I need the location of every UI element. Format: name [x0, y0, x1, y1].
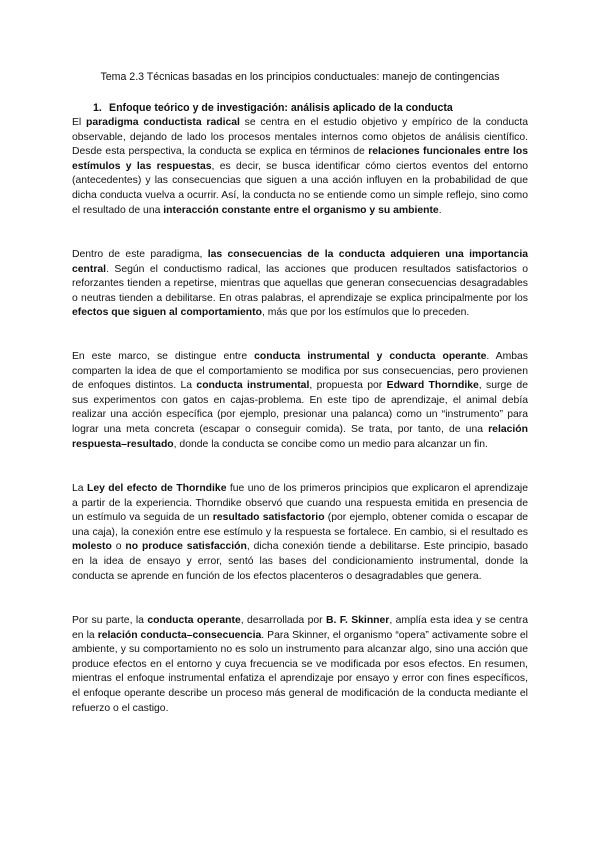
document-title: Tema 2.3 Técnicas basadas en los principios conductuales: manejo de contingencias [100, 71, 500, 83]
text-span: . Según el conductismo radical, las acciones que producen resultados satisfactorios o reforzantes tienden a repetirse, mientras que aquellas que generan consecuencias desagradables o neutras tienden a debilitarse. En otras palabras, el aprendizaje se explica principalmente por los [72, 263, 528, 304]
text-span: , propuesta por [309, 380, 387, 392]
paragraph [72, 350, 528, 452]
paragraph [72, 116, 528, 218]
text-span: , amplía esta idea y se centra en la [72, 615, 529, 641]
text-span: se centra en el estudio objetivo y empírico de la conducta observable, dejando de lado los procesos mentales internos como objetos de análisis científico. Desde esta perspectiva, la conducta se explica en términos de [72, 117, 528, 158]
section-heading [93, 101, 453, 116]
bold-text: efectos que siguen al comportamiento [72, 307, 262, 319]
bold-text: resultado satisfactorio [212, 512, 325, 524]
bold-text: interacción constante entre el organismo y su ambiente [163, 204, 439, 216]
text-span: fue uno de los primeros principios que explicaron el aprendizaje a partir de la experiencia. Thorndike observó que cuando una respuesta emitida en presencia de un estímulo va seguida de un [72, 483, 528, 524]
text-span: . Ambas comparten la idea de que el comportamiento se modifica por sus consecuencias, pero provienen de enfoques distintos. La [72, 351, 528, 392]
text-span: . [438, 204, 442, 216]
text-span: , surge de sus experimentos con gatos en cajas-problema. En este tipo de aprendizaje, el animal debía realizar una acción específica (por ejemplo, presionar una palanca) como un “instrumento” para lograr una meta concreta (escapar o conseguir comida). Se trata, por tanto, de una [72, 380, 528, 435]
paragraph [72, 614, 528, 716]
section-number: 1. [93, 102, 102, 114]
text-span: (por ejemplo, obtener comida o escapar de una caja), la conexión entre ese estímulo y la respuesta se fortalece. En cambio, si el resultado es [72, 512, 528, 538]
text-span: , es decir, se busca identificar cómo ciertos eventos del entorno (antecedentes) y las consecuencias que siguen a una acción influyen en la probabilidad de que dicha conducta vuelva a ocurrir. Así, la conducta no se entiende como un simple reflejo, sino como el resultado de una [72, 160, 528, 216]
text-span: . Para Skinner, el organismo “opera” activamente sobre el ambiente, y su comportamiento no es solo un instrumento para alcanzar algo, sino una acción que produce efectos en el entorno y cuya frecuencia se ve modificada por esos efectos. En resumen, mientras el enfoque instrumental enfatiza el aprendizaje por ensayo y error con fines específicos, el enfoque operante describe un proceso más general de modificación de la conducta mediante el refuerzo o el castigo. [72, 629, 528, 714]
bold-text: paradigma conductista radical [86, 117, 240, 128]
bold-text: relación conducta–consecuencia [97, 629, 262, 641]
text-span: En este marco, se distingue entre [72, 351, 255, 362]
text-span: La [72, 483, 87, 494]
bold-text: molesto [72, 541, 112, 553]
bold-text: conducta instrumental y conducta operante [254, 351, 487, 362]
text-span: o [111, 541, 126, 553]
text-span: El [72, 117, 87, 128]
paragraph [72, 482, 528, 584]
bold-text: conducta instrumental [196, 380, 310, 392]
paragraph [72, 248, 528, 321]
text-span: , desarrollada por [240, 615, 326, 626]
bold-text: Ley del efecto de Thorndike [86, 483, 227, 494]
section-heading-text: Enfoque teórico y de investigación: análisis aplicado de la conducta [109, 102, 453, 114]
text-span: Por su parte, la [72, 615, 148, 626]
bold-text: relación respuesta–resultado [72, 423, 528, 450]
bold-text: Edward Thorndike [386, 380, 479, 392]
bold-text: las consecuencias de la conducta adquieren una importancia central [72, 249, 529, 275]
bold-text: relaciones funcionales entre los estímulos y las respuestas [72, 146, 528, 172]
bold-text: B. F. Skinner [326, 615, 390, 626]
text-span: , dicha conexión tiende a debilitarse. Este principio, basado en la idea de ensayo y error, sentó las bases del condicionamiento instrumental, donde la conducta se aprende en función de los efectos placenteros o desagradables que genera. [72, 541, 528, 582]
bold-text: no produce satisfacción [125, 541, 247, 553]
text-span: , donde la conducta se concibe como un medio para alcanzar un fin. [173, 438, 488, 450]
text-span: Dentro de este paradigma, [72, 249, 208, 260]
text-span: , más que por los estímulos que lo preceden. [261, 307, 470, 319]
bold-text: conducta operante [147, 615, 241, 626]
